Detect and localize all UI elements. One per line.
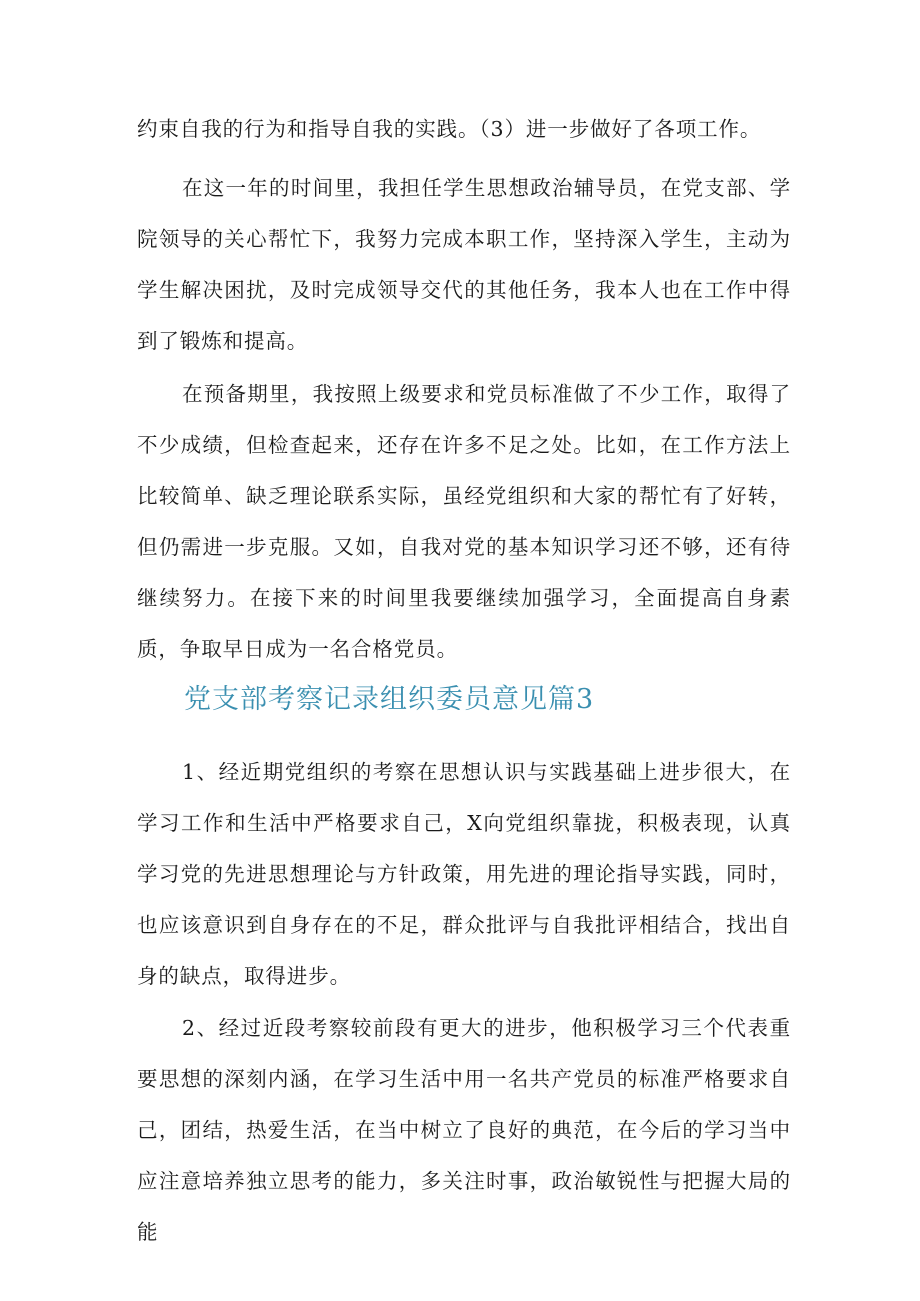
paragraph-opinion-2: 2、经过近段考察较前段有更大的进步，他积极学习三个代表重要思想的深刻内涵，在学习生活中用一名共产党员的标准严格要求自己，团结，热爱生活，在当中树立了良好的典范，在今后的学习当中应注意培养独立思考的能力，多关注时事，政治敏锐性与把握大局的能 [137, 1016, 791, 1244]
section-heading: 党支部考察记录组织委员意见篇3 [184, 684, 595, 715]
paragraph-probation-period: 在预备期里，我按照上级要求和党员标准做了不少工作，取得了不少成绩，但检查起来，还存在许多不足之处。比如，在工作方法上比较简单、缺乏理论联系实际，虽经党组织和大家的帮忙有了好转，但仍需进一步克服。又如，自我对党的基本知识学习还不够，还有待继续努力。在接下来的时间里我要继续加强学习，全面提高自身素质，争取早日成为一名合格党员。 [137, 382, 791, 661]
paragraph-continuation: 约束自我的行为和指导自我的实践。（3）进一步做好了各项工作。 [137, 117, 762, 141]
paragraph-counselor-work: 在这一年的时间里，我担任学生思想政治辅导员，在党支部、学院领导的关心帮忙下，我努力完成本职工作，坚持深入学生，主动为学生解决困扰，及时完成领导交代的其他任务，我本人也在工作中得到了锻炼和提高。 [137, 176, 791, 353]
paragraph-opinion-1: 1、经近期党组织的考察在思想认识与实践基础上进步很大，在学习工作和生活中严格要求自己，X向党组织靠拢，积极表现，认真学习党的先进思想理论与方针政策，用先进的理论指导实践，同时，也应该意识到自身存在的不足，群众批评与自我批评相结合，找出自身的缺点，取得进步。 [137, 760, 791, 988]
